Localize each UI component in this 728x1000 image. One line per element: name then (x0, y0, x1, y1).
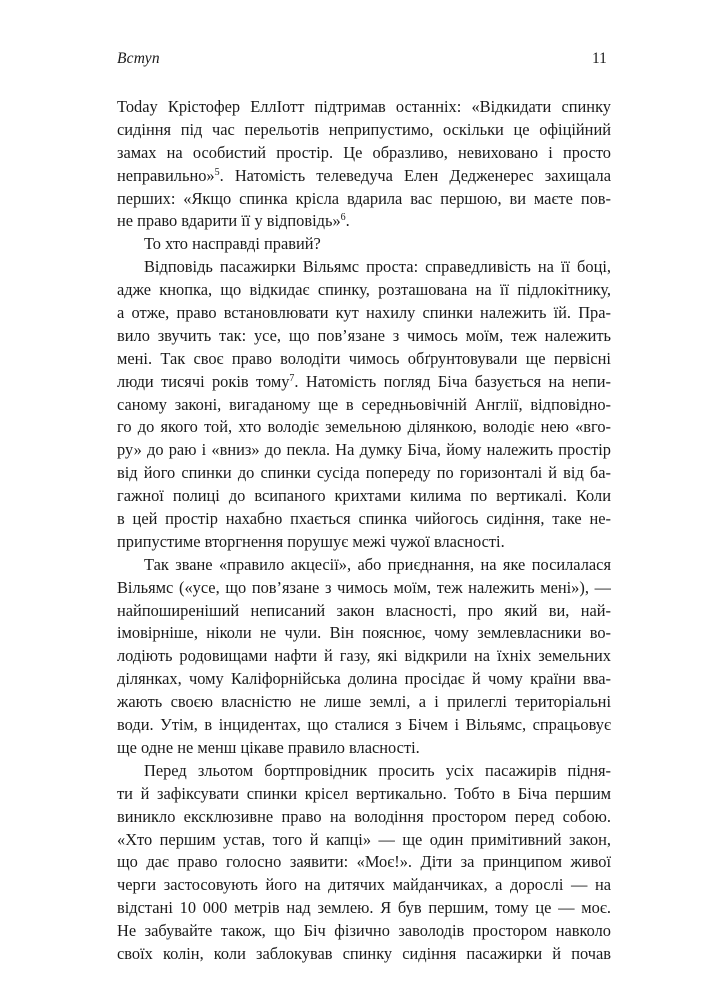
text-line-content: Вільямс («усе, що пов’язане з чимось моїм, теж належить мені»), — (117, 577, 611, 597)
text-line (117, 394, 611, 417)
text-line (117, 668, 611, 691)
text-line (117, 348, 611, 371)
text-line (117, 554, 611, 577)
text-line (117, 96, 611, 119)
text-line (117, 737, 611, 760)
text-line-content: саному законі, вигаданому ще в середньовічній Англії, відповідно- (117, 394, 611, 414)
text-line (117, 691, 611, 714)
text-line-content: від його спинки до спинки сусіда попереду по горизонталі й від ба- (117, 463, 611, 483)
text-line (117, 874, 611, 897)
text-line-content: неправильно» (117, 165, 215, 185)
text-line (117, 439, 611, 462)
text-line-content: вило звучить так: усе, що пов’язане з чимось моїм, теж належить (117, 325, 611, 345)
running-head: Вступ (117, 50, 160, 67)
text-line-content: лодіють родовищами нафти й газу, які відкрили на їхніх земельних (117, 646, 611, 666)
text-line-continuation: . Натомість телеведуча Елен Дедженерес захищала (219, 165, 611, 185)
text-line-content: в цей простір нахабно пхається спинка чийогось сидіння, таке не- (117, 509, 611, 529)
text-line (117, 325, 611, 348)
text-line (117, 806, 611, 829)
text-line-content: імовірніше, ніколи не чули. Він пояснює, чому землевласники во- (117, 623, 611, 643)
text-line-content: сидіння під час перельотів неприпустимо, оскільки це офіційний (117, 119, 611, 139)
text-line-content: гажної полиці до всипаного крихтами килима по вертикалі. Коли (117, 486, 611, 506)
text-line (117, 416, 611, 439)
text-line-content: люди тисячі років тому (117, 371, 290, 391)
text-line-content: адже кнопка, що відкидає спинку, розташована на її підлокітнику, (117, 280, 611, 300)
text-line (117, 119, 611, 142)
text-line (117, 256, 611, 279)
text-line-content: То хто насправді правий? (144, 234, 321, 254)
text-line-content: ти й зафіксувати спинки крісел вертикально. Тобто в Біча першим (117, 783, 611, 803)
text-line-content: ще одне не менш цікаве правило власності. (117, 737, 420, 757)
text-line-content: мені. Так своє право володіти чимось обґрунтовували ще первісні (117, 348, 611, 368)
text-line (117, 851, 611, 874)
text-line (117, 829, 611, 852)
body-text (117, 96, 611, 966)
text-line (117, 165, 611, 188)
text-line (117, 645, 611, 668)
text-line-content: виникло ексклюзивне право на володіння простором перед собою. (117, 806, 611, 826)
text-line (117, 622, 611, 645)
text-line-content: Відповідь пасажирки Вільямс проста: справедливість на її боці, (144, 257, 611, 277)
text-line-content: Today Крістофер ЕллІотт підтримав останніх: «Відкидати спинку (117, 97, 611, 116)
text-line-content: жають своєю власністю не лише землі, а і прилеглі територіальні (117, 692, 611, 712)
text-line (117, 943, 611, 966)
text-line-content: найпоширеніший неписаний закон власності, про який ви, най- (117, 600, 611, 620)
text-line-content: води. Утім, в інцидентах, що сталися з Бічем і Вільямс, спрацьовує (117, 715, 611, 735)
text-line (117, 142, 611, 165)
text-line-content: припустиме вторгнення порушує межі чужої власності. (117, 531, 505, 551)
footnote-marker: 6 (340, 212, 346, 224)
text-line-content: не право вдарити її у відповідь» (117, 211, 341, 231)
text-line (117, 485, 611, 508)
text-line-content: а отже, право встановлювати кут нахилу спинки належить їй. Пра- (117, 303, 611, 323)
text-line (117, 783, 611, 806)
text-line-content: що дає право голосно заявити: «Моє!». Діти за принципом живої (117, 852, 611, 872)
text-line-content: «Хто першим устав, того й капці» — ще один примітивний закон, (117, 829, 611, 849)
page-number: 11 (592, 50, 607, 67)
text-line (117, 897, 611, 920)
text-line (117, 920, 611, 943)
text-line-content: черги застосовують його на дитячих майданчиках, а дорослі — на (117, 875, 611, 895)
text-line-content: ру» до раю і «вниз» до пекла. На думку Біча, йому належить простір (117, 440, 611, 460)
text-line (117, 508, 611, 531)
text-line-content: Перед зльотом бортпровідник просить усіх пасажирів підня- (144, 760, 611, 780)
text-line (117, 210, 611, 233)
text-line (117, 760, 611, 783)
text-line (117, 600, 611, 623)
text-line (117, 462, 611, 485)
text-line (117, 577, 611, 600)
text-line (117, 302, 611, 325)
text-line (117, 371, 611, 394)
text-line-continuation: . Натомість погляд Біча базується на непи- (294, 371, 611, 391)
text-line (117, 279, 611, 302)
text-line-continuation: . (345, 211, 350, 231)
text-line-content: го до якого той, хто володіє земельною ділянкою, володіє нею «вго- (117, 417, 611, 437)
text-line (117, 531, 611, 554)
text-line-content: перших: «Якщо спинка крісла вдарила вас першою, ви маєте пов- (117, 188, 611, 208)
text-line-content: відстані 10 000 метрів над землею. Я був першим, тому це — моє. (117, 898, 611, 918)
text-line-content: своїх колін, коли заблокував спинку сидіння пасажирки й почав (117, 943, 611, 963)
text-line-content: ділянках, чому Каліфорнійська долина просідає й чому країни вва- (117, 669, 611, 689)
text-line (117, 714, 611, 737)
text-line-content: Так зване «правило акцесії», або приєднання, на яке посилалася (144, 554, 611, 574)
text-line-content: Не забувайте також, що Біч фізично заволодів простором навколо (117, 921, 611, 941)
footnote-marker: 5 (214, 166, 220, 178)
text-line (117, 188, 611, 211)
text-line (117, 233, 611, 256)
text-line-content: замах на особистий простір. Це образливо, невиховано і просто (117, 142, 611, 162)
footnote-marker: 7 (289, 372, 295, 384)
